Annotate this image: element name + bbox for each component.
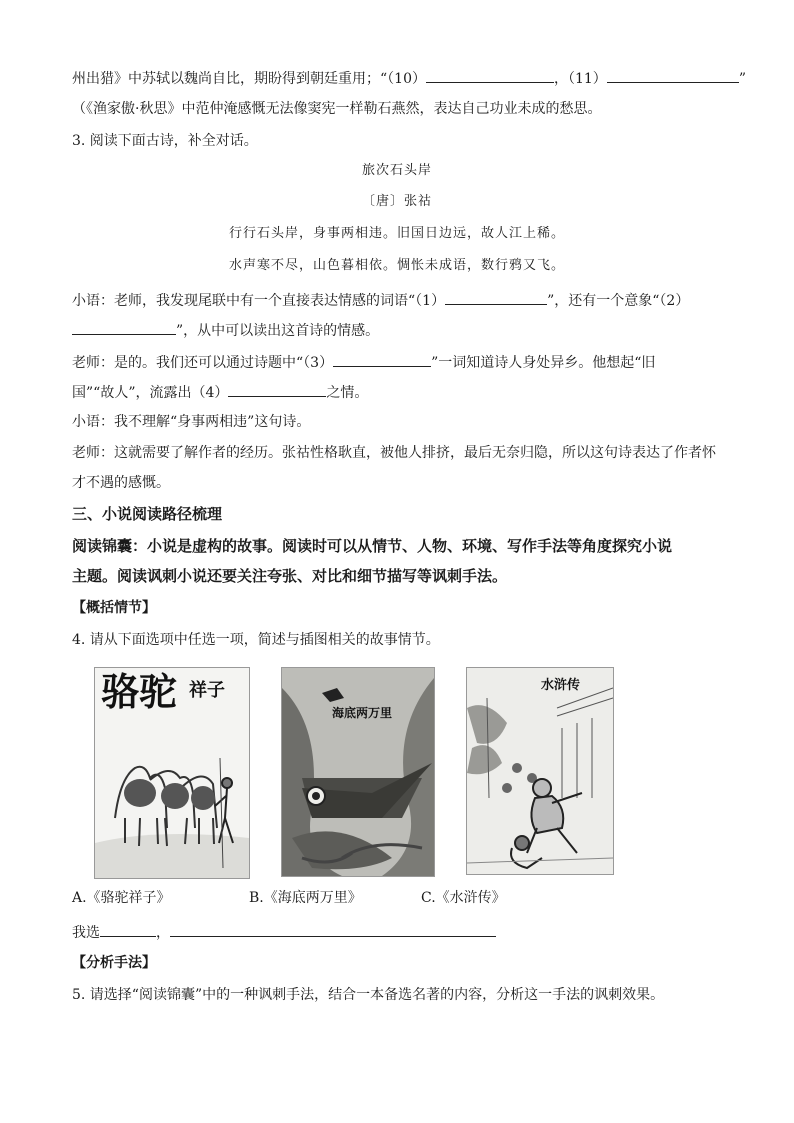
text-span: 之情。	[326, 385, 369, 401]
text-span: ”，从中可以读出这首诗的情感。	[176, 323, 380, 339]
text-span: 老师：是的。我们还可以通过诗题中“	[72, 355, 304, 371]
dialogue-line-1	[72, 288, 689, 311]
poem-line-1: 行行石头岸，身事两相违。旧国日边远，故人江上稀。	[228, 226, 565, 241]
question-3: 3. 阅读下面古诗，补全对话。	[72, 133, 258, 149]
text-line-1	[72, 66, 746, 89]
section-heading: 三、小说阅读路径梳理	[72, 505, 223, 523]
text-span: 我选	[72, 925, 100, 941]
answer-blank-1[interactable]	[445, 288, 547, 305]
blank-label-4: （4）	[191, 385, 229, 401]
answer-blank-2[interactable]	[72, 318, 176, 335]
illustration-20000-leagues	[281, 667, 435, 877]
reading-tip-line-1: 阅读锦囊：小说是虚构的故事。阅读时可以从情节、人物、环境、写作手法等角度探究小说	[72, 537, 673, 555]
dialogue-line-1b	[72, 318, 379, 341]
answer-blank-3[interactable]	[333, 350, 431, 367]
text-span: ”一词知道诗人身处异乡。他想起“旧	[431, 355, 656, 371]
blank-label-11: ，（11）	[553, 71, 607, 87]
blank-label-2: （2）	[659, 293, 690, 309]
illustration-title: 水浒传	[541, 678, 581, 693]
illustration-water-margin	[466, 667, 614, 875]
illustration-title: 骆驼	[101, 670, 178, 714]
text-span: 州出猎》中苏轼以魏尚自比，期盼得到朝廷重用；“	[72, 71, 388, 87]
choice-blank[interactable]	[100, 920, 156, 937]
blank-label-1: （1）	[415, 293, 446, 309]
reading-tip-line-2: 主题。阅读讽刺小说还要关注夸张、对比和细节描写等讽刺手法。	[72, 567, 508, 585]
dialogue-line-4b: 才不遇的感慨。	[72, 475, 170, 491]
blank-label-10: （10）	[387, 71, 426, 87]
subheading-technique: 【分析手法】	[72, 955, 156, 971]
text-line-2: （《渔家傲·秋思》中范仲淹感慨无法像窦宪一样勒石燕然，表达自己功业未成的愁思。	[72, 101, 602, 117]
blank-label-3: （3）	[303, 355, 334, 371]
illustration-title: 祥子	[189, 680, 225, 701]
question-5: 5. 请选择“阅读锦囊”中的一种讽刺手法，结合一本备选名著的内容，分析这一手法的讽刺效果。	[72, 987, 665, 1003]
dialogue-line-2b	[72, 380, 368, 403]
text-span: ，	[156, 925, 170, 941]
option-a[interactable]: A.《骆驼祥子》	[72, 890, 171, 906]
text-span: ”，还有一个意象“	[547, 293, 660, 309]
poem-author: 〔唐〕张祜	[361, 194, 432, 209]
option-c[interactable]: C.《水浒传》	[421, 890, 506, 906]
question-4: 4. 请从下面选项中任选一项，简述与插图相关的故事情节。	[72, 632, 440, 648]
submarine-squid-drawing	[282, 668, 434, 876]
poem-line-2: 水声寒不尽，山色暮相依。惆怅未成语，数行鸦又飞。	[228, 258, 565, 273]
option-b[interactable]: B.《海底两万里》	[249, 890, 362, 906]
answer-blank-10[interactable]	[426, 66, 554, 83]
plot-answer-blank[interactable]	[170, 920, 496, 937]
answer-blank-4[interactable]	[228, 380, 326, 397]
illustration-title: 海底两万里	[332, 706, 393, 720]
camel-scene-drawing	[95, 668, 249, 878]
dialogue-line-2	[72, 350, 655, 373]
text-span: ”	[738, 71, 746, 87]
water-margin-scene-drawing	[467, 668, 613, 874]
answer-blank-11[interactable]	[607, 66, 739, 83]
text-span: 小语：老师，我发现尾联中有一个直接表达情感的词语“	[72, 293, 416, 309]
text-span: 国”“故人”，流露出	[72, 385, 192, 401]
illustration-camel-xiangzi	[94, 667, 250, 879]
dialogue-line-4: 老师：这就需要了解作者的经历。张祜性格耿直，被他人排挤，最后无奈归隐，所以这句诗表达了作者怀	[72, 445, 716, 461]
dialogue-line-3: 小语：我不理解“身事两相违”这句诗。	[72, 414, 311, 430]
poem-title: 旅次石头岸	[361, 163, 432, 178]
subheading-plot: 【概括情节】	[72, 600, 156, 616]
choose-line	[72, 920, 496, 943]
